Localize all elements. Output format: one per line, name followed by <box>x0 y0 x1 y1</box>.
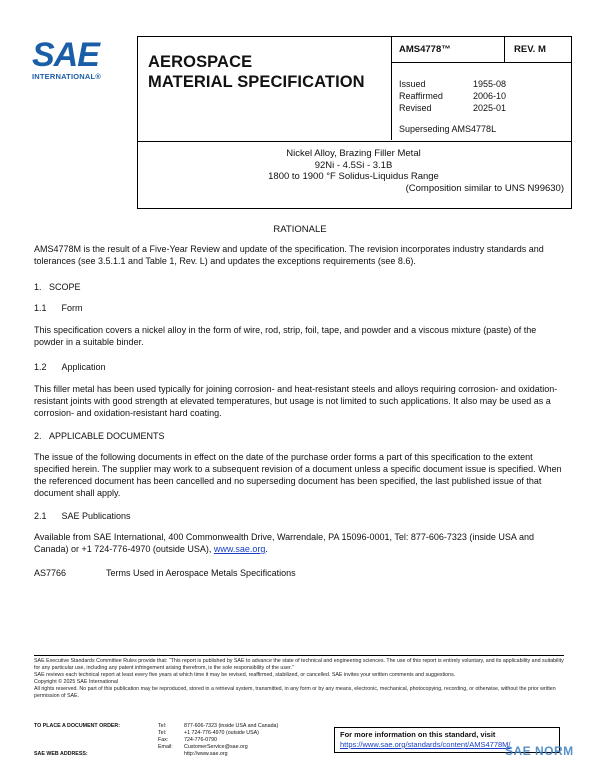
footer-legal: SAE Executive Standards Committee Rules provide that: “This report is published by SAE to advance the state of technical and engineering sciences. The use of this report is entirely voluntary, and its applicability and suitability for any particular use, including any patent infringement arising therefrom, is the sole responsibility of the user.” SAE reviews each technical report at least every five years at which time it may be revised, reaffirmed, stabilized, or cancelled. SAE invites your written comments and suggestions. Copyright © 2025 SAE International All rights reserved. No part of this publication may be reproduced, stored in a retrieval system, transmitted, in any form or by any means, electronic, mechanical, photocopying, recording, or otherwise, without the prior written permission of SAE. <box>34 658 564 699</box>
section-1-1-heading: 1.1 Form <box>34 303 83 313</box>
superseding-label: Superseding AMS4778L <box>399 124 497 134</box>
section-2-heading: 2. APPLICABLE DOCUMENTS <box>34 431 165 441</box>
section-1-1-text: This specification covers a nickel alloy in the form of wire, rod, strip, foil, tape, and powder and a viscous mixture (paste) of the powder in a suitable binder. <box>34 325 537 347</box>
header-divider <box>504 36 505 62</box>
section-2-text: The issue of the following documents in effect on the date of the purchase order forms a part of this specification to the extent specified herein. The supplier may work to a subsequent revision of a document unless a specific document issue is specified. When the referenced document has been cancelled and no superseding document has been specified, the last published issue of that document shall apply. <box>34 452 562 498</box>
reference-title: Terms Used in Aerospace Metals Specifications <box>106 568 296 578</box>
logo-subtitle: INTERNATIONAL® <box>32 72 102 81</box>
section-1-2-heading: 1.2 Application <box>34 362 106 372</box>
rationale-heading: RATIONALE <box>273 224 327 235</box>
order-contact: TO PLACE A DOCUMENT ORDER: Tel: 877-606-7323 (inside USA and Canada) Tel: +1 724-776-4970 (outside USA) Fax: 724-776-0790 Email: CustomerService@sae.org SAE WEB ADDRESS: http://www.sae.org <box>34 723 279 757</box>
revision-label: REV. M <box>514 44 546 55</box>
logo-mark: SAE <box>32 36 99 74</box>
header-divider <box>391 62 571 63</box>
more-info-heading: For more information on this standard, visit <box>340 730 496 739</box>
document-number: AMS4778™ <box>399 44 451 55</box>
footer-divider <box>34 655 564 656</box>
reference-id: AS7766 <box>34 568 67 578</box>
sae-web-address[interactable]: http://www.sae.org <box>184 751 228 757</box>
issue-dates: Issued 1955-08 Reaffirmed 2006-10 Revised 2025-01 <box>399 79 507 113</box>
standard-link[interactable]: https://www.sae.org/standards/content/AMS4778M/ <box>340 740 511 749</box>
material-description: Nickel Alloy, Brazing Filler Metal 92Ni - 4.5Si - 3.1B 1800 to 1900 °F Solidus-Liquidus Range (Composition similar to UNS N99630) <box>268 148 564 194</box>
header-divider <box>391 36 392 140</box>
section-2-1-heading: 2.1 SAE Publications <box>34 511 131 521</box>
document-title: AEROSPACE MATERIAL SPECIFICATION <box>148 53 365 91</box>
section-1-heading: 1. SCOPE <box>34 282 81 292</box>
section-2-1-text: Available from SAE International, 400 Commonwealth Drive, Warrendale, PA 15096-0001, Tel: 877-606-7323 (inside USA and Canada) or +1 724-776-4970 (outside USA), www.sae.org. <box>34 532 534 554</box>
sae-website-link[interactable]: www.sae.org <box>213 544 266 554</box>
rationale-text: AMS4778M is the result of a Five-Year Review and update of the specification. The revision incorporates industry standards and tolerances (see 3.5.1.1 and Table 1, Rev. L) and updates the exceptions requirements (see 8.6). <box>34 244 544 266</box>
sae-logo <box>32 38 122 88</box>
reference-row <box>34 567 566 579</box>
customer-service-email[interactable]: CustomerService@sae.org <box>184 744 248 750</box>
section-1-2-text: This filler metal has been used typically for joining corrosion- and heat-resistant steels and alloys requiring corrosion- and oxidation-resistant joints with good strength at elevated temperatures, but usage is not limited to such applications. It also may be used as a corrosion- and oxidation-resistant hard coating. <box>34 384 558 418</box>
watermark: SAE NORM <box>505 744 574 758</box>
